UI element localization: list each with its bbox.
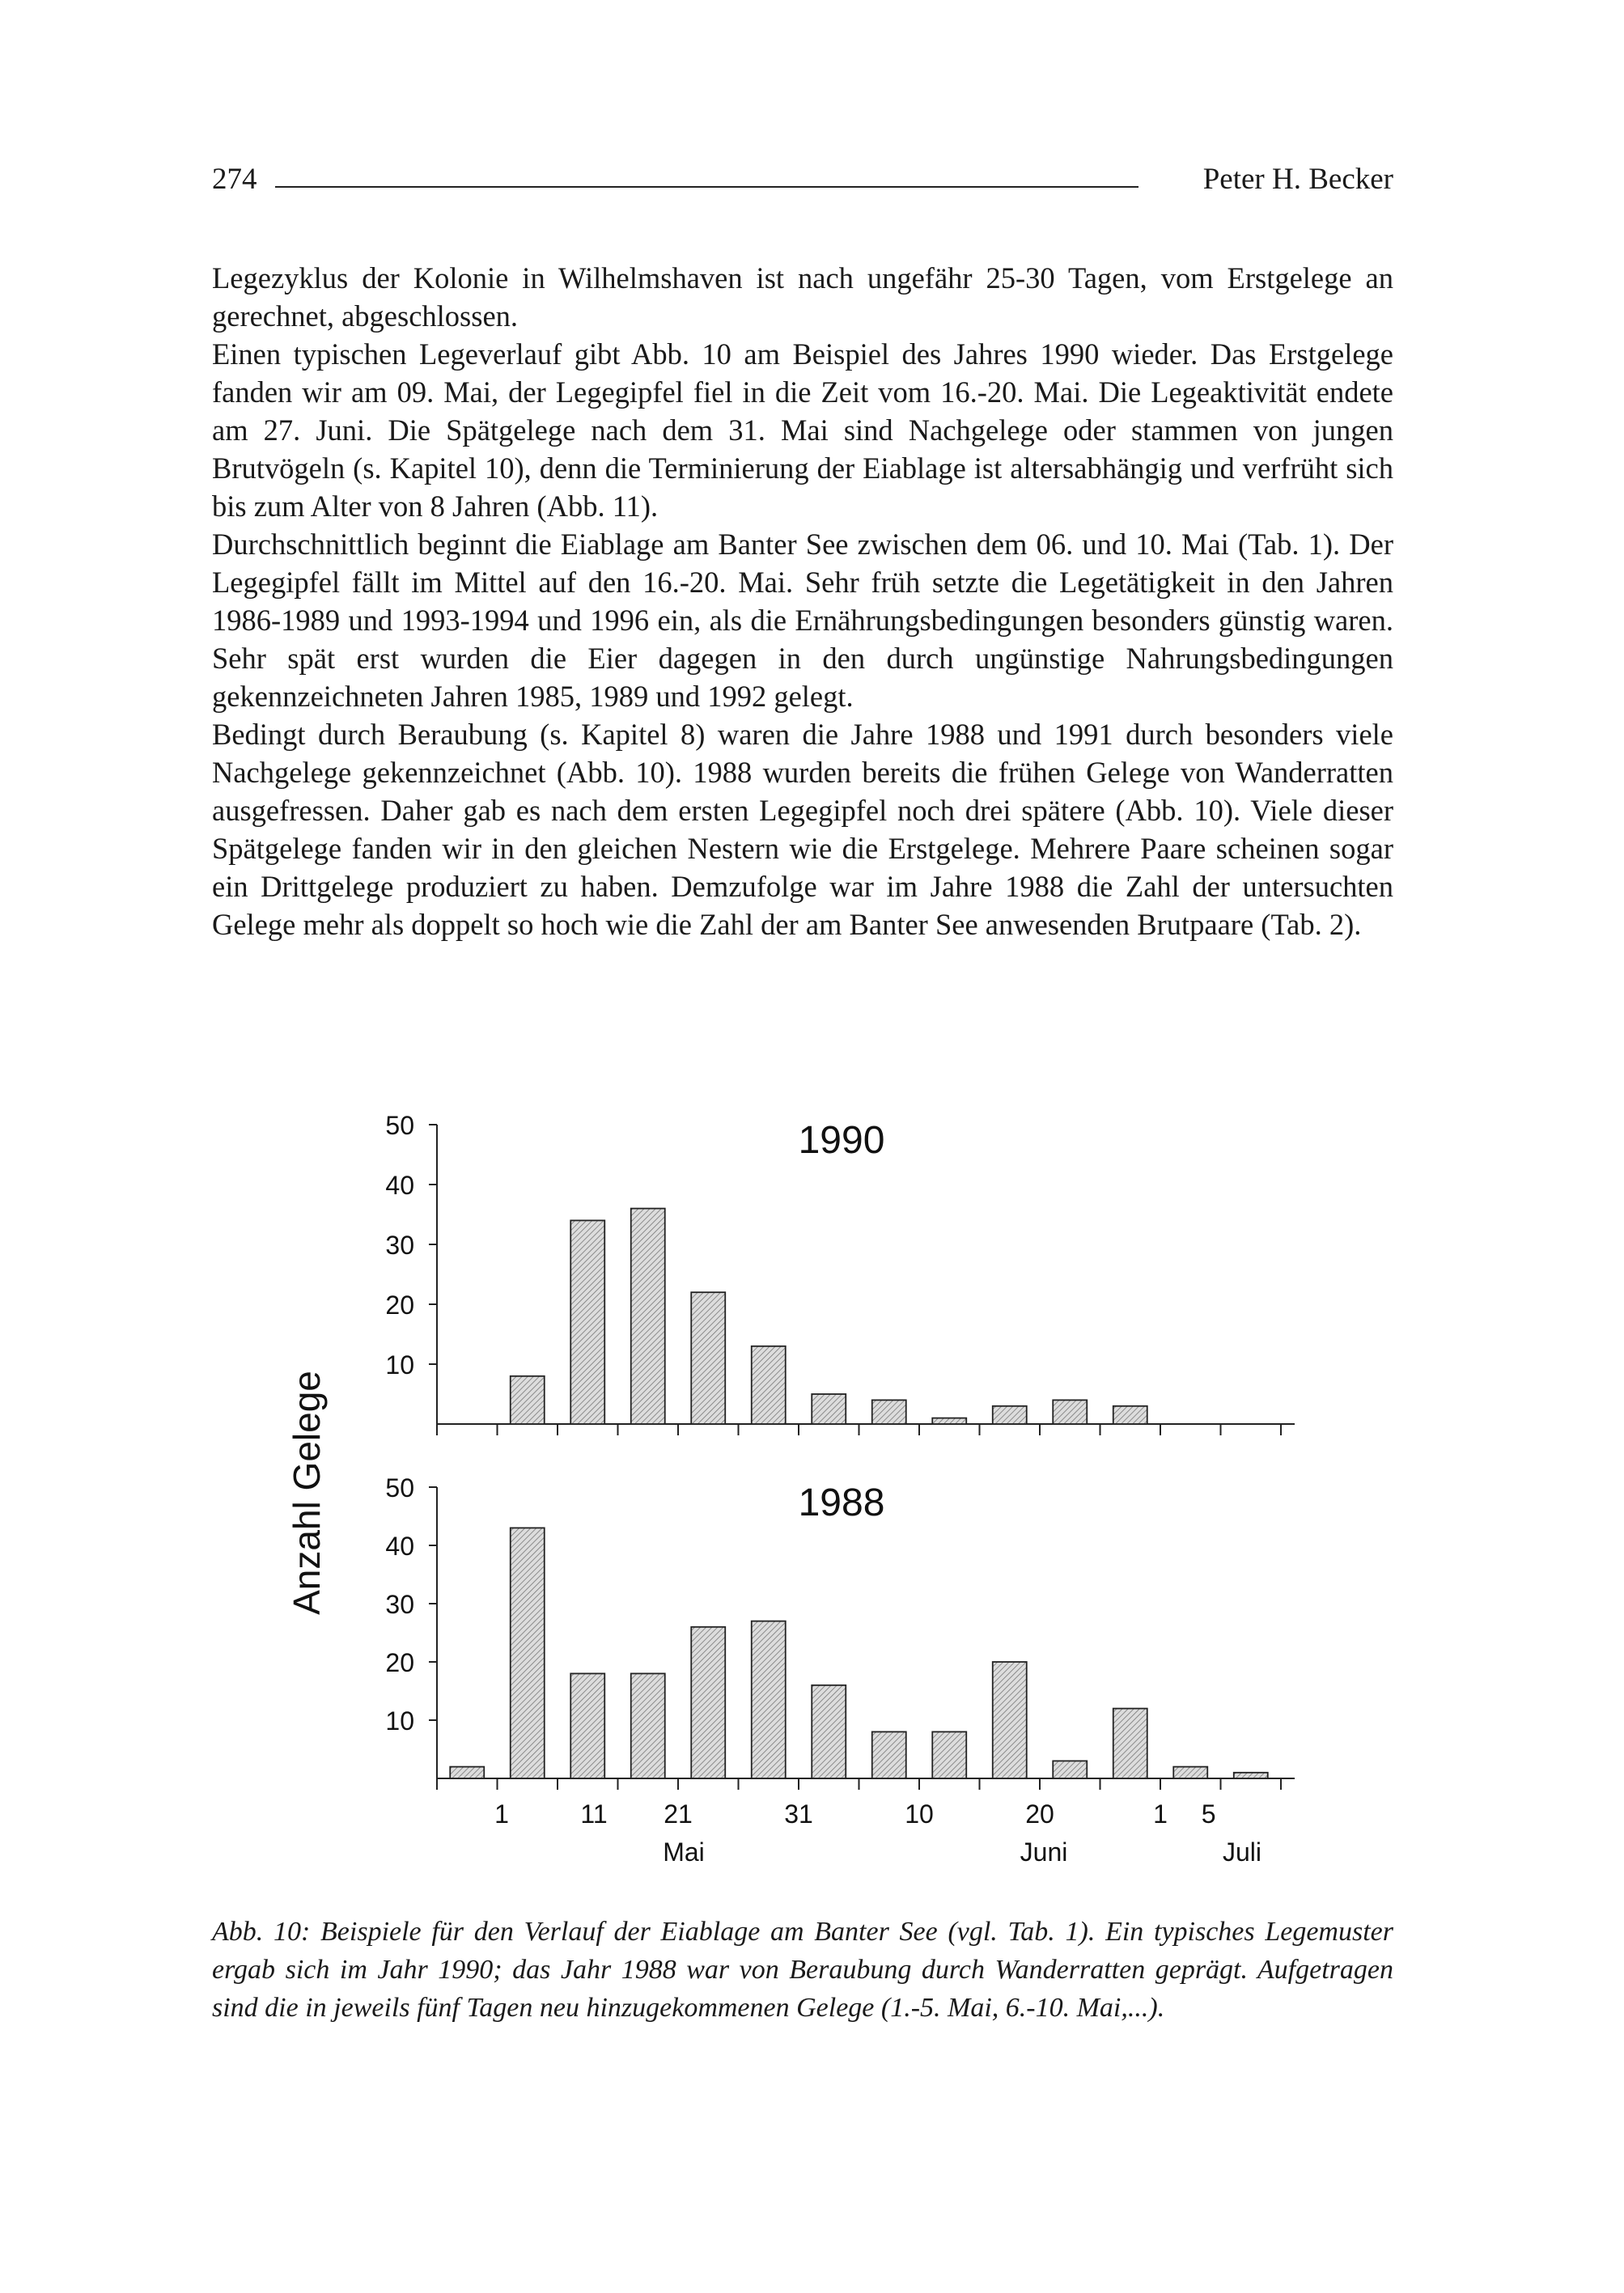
- y-tick-label: 40: [385, 1171, 414, 1200]
- bar: [993, 1662, 1027, 1778]
- figure-caption: Abb. 10: Beispiele für den Verlauf der Eiablage am Banter See (vgl. Tab. 1). Ein typisches Legemuster ergab sich im Jahr 1990; das Jahr 1988 war von Beraubung durch Wanderratten geprägt. Aufgetragen sind die in jeweils fünf Tagen neu hinzugekommenen Gelege (1.-5. Mai, 6.-10. Mai,...).: [212, 1917, 1393, 2023]
- month-label: Juli: [1222, 1837, 1262, 1867]
- y-tick-label: 50: [385, 1111, 414, 1140]
- y-axis-label: Anzahl Gelege: [286, 1371, 328, 1615]
- x-tick-label: 11: [580, 1799, 608, 1829]
- bar: [570, 1220, 604, 1424]
- bar: [1053, 1761, 1087, 1778]
- bar: [1053, 1400, 1087, 1424]
- x-tick-label: 1: [494, 1799, 509, 1829]
- figure-10: [0, 1108, 1624, 1867]
- bar: [511, 1528, 545, 1778]
- y-tick-label: 40: [385, 1532, 414, 1561]
- paragraph: Legezyklus der Kolonie in Wilhelmshaven ist nach ungefähr 25-30 Tagen, vom Erstgelege an gerechnet, abgeschlossen.: [212, 261, 1393, 333]
- paragraph: Durchschnittlich beginnt die Eiablage am Banter See zwischen dem 06. und 10. Mai (Tab. 1). Der Legegipfel fällt im Mittel auf den 16.-20. Mai. Sehr früh setzte die Legetätigkeit in den Jahren 1986-1989 und 1993-1994 und 1996 ein, als die Ernährungsbedingungen besonders günstig waren. Sehr spät erst wurden die Eier dagegen in den durch ungünstige Nahrungsbedingungen gekennzeichneten Jahren 1985, 1989 und 1992 gelegt.: [212, 528, 1393, 713]
- bar-charts: [0, 1108, 1624, 1867]
- y-tick-label: 50: [385, 1473, 414, 1503]
- bar: [872, 1731, 906, 1778]
- chart-title: 1988: [798, 1481, 885, 1524]
- header-rule: [275, 186, 1138, 188]
- bar: [691, 1627, 725, 1778]
- bar: [1234, 1773, 1268, 1778]
- page-header: [212, 162, 1393, 210]
- paragraph: Bedingt durch Beraubung (s. Kapitel 8) waren die Jahre 1988 und 1991 durch besonders viele Nachgelege gekennzeichnet (Abb. 10). 1988 wurden bereits die frühen Gelege von Wanderratten ausgefressen. Daher gab es nach dem ersten Legegipfel noch drei spätere (Abb. 10). Viele dieser Spätgelege fanden wir in den gleichen Nestern wie die Erstgelege. Mehrere Paare scheinen sogar ein Drittgelege produziert zu haben. Demzufolge war im Jahre 1988 die Zahl der untersuchten Gelege mehr als doppelt so hoch wie die Zahl der am Banter See anwesenden Brutpaare (Tab. 2).: [212, 718, 1393, 941]
- x-tick-label: 5: [1201, 1799, 1216, 1829]
- y-tick-label: 30: [385, 1590, 414, 1619]
- x-tick-label: 10: [905, 1799, 934, 1829]
- bar: [993, 1406, 1027, 1424]
- chart-title: 1990: [798, 1119, 885, 1162]
- bar: [450, 1767, 484, 1778]
- running-head: Peter H. Becker: [1202, 163, 1393, 196]
- bar: [752, 1621, 786, 1778]
- body-text: [212, 259, 1393, 943]
- bar: [631, 1209, 665, 1424]
- x-tick-label: 20: [1025, 1799, 1054, 1829]
- y-tick-label: 20: [385, 1291, 414, 1320]
- bar: [631, 1673, 665, 1778]
- bar: [1113, 1709, 1147, 1778]
- bar: [1113, 1406, 1147, 1424]
- month-label: Juni: [1020, 1837, 1068, 1867]
- bar: [511, 1376, 545, 1424]
- bar: [812, 1685, 846, 1778]
- x-tick-label: 31: [784, 1799, 813, 1829]
- bar: [872, 1400, 906, 1424]
- x-tick-label: 1: [1153, 1799, 1168, 1829]
- bar: [812, 1394, 846, 1424]
- bar: [932, 1418, 966, 1424]
- y-tick-label: 20: [385, 1648, 414, 1677]
- bar: [752, 1346, 786, 1424]
- bar: [570, 1673, 604, 1778]
- bar: [691, 1292, 725, 1424]
- bar: [932, 1731, 966, 1778]
- x-tick-label: 21: [664, 1799, 693, 1829]
- paragraph: Einen typischen Legeverlauf gibt Abb. 10 am Beispiel des Jahres 1990 wieder. Das Erstgelege fanden wir am 09. Mai, der Legegipfel fiel in die Zeit vom 16.-20. Mai. Die Legeaktivität endete am 27. Juni. Die Spätgelege nach dem 31. Mai sind Nachgelege oder stammen von jungen Brutvögeln (s. Kapitel 10), denn die Terminierung der Eiablage ist altersabhängig und verfrüht sich bis zum Alter von 8 Jahren (Abb. 11).: [212, 337, 1393, 523]
- chart-1988: [385, 1473, 1295, 1867]
- bar: [1173, 1767, 1207, 1778]
- chart-1990: [385, 1111, 1295, 1435]
- page-number: 274: [212, 163, 257, 196]
- y-tick-label: 10: [385, 1706, 414, 1736]
- y-tick-label: 30: [385, 1231, 414, 1260]
- y-tick-label: 10: [385, 1350, 414, 1380]
- month-label: Mai: [663, 1837, 705, 1867]
